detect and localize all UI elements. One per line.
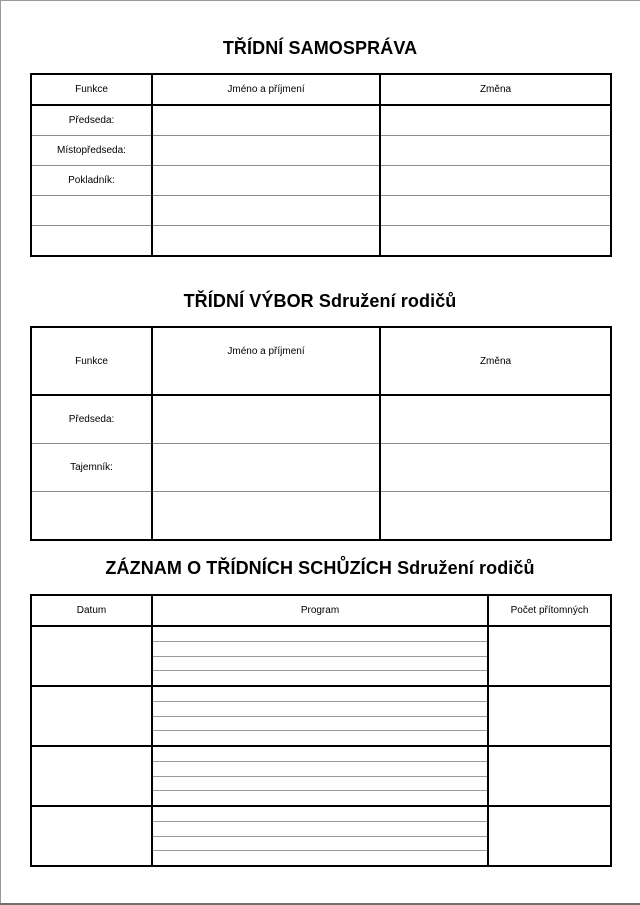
- name-cell[interactable]: [152, 166, 380, 196]
- section-title-class-council: TŘÍDNÍ SAMOSPRÁVA: [222, 38, 418, 58]
- role-label[interactable]: [31, 226, 152, 257]
- date-cell[interactable]: [31, 806, 152, 866]
- name-cell[interactable]: [152, 492, 380, 541]
- program-cell[interactable]: [152, 746, 488, 806]
- column-header-function: Funkce: [31, 74, 152, 105]
- name-cell[interactable]: [152, 196, 380, 226]
- column-header-name: Jméno a příjmení: [152, 327, 380, 395]
- column-header-change: Změna: [380, 74, 611, 105]
- program-lines: [153, 747, 487, 805]
- attendance-cell[interactable]: [488, 806, 611, 866]
- program-lines: [153, 807, 487, 865]
- meetings-record-table: [30, 594, 612, 867]
- change-cell[interactable]: [380, 105, 611, 136]
- change-cell[interactable]: [380, 136, 611, 166]
- section-title-parents-committee: TŘÍDNÍ VÝBOR Sdružení rodičů: [183, 291, 457, 311]
- table-header-row: [31, 74, 611, 105]
- program-cell[interactable]: [152, 686, 488, 746]
- class-council-table: [30, 73, 612, 257]
- column-header-function: Funkce: [31, 327, 152, 395]
- table-row: [31, 196, 611, 226]
- name-cell[interactable]: [152, 226, 380, 257]
- name-cell[interactable]: [152, 444, 380, 492]
- column-header-change: Změna: [380, 327, 611, 395]
- table-row: [31, 806, 611, 866]
- program-lines: [153, 687, 487, 745]
- attendance-cell[interactable]: [488, 626, 611, 686]
- page-border-top: [0, 0, 640, 1]
- change-cell[interactable]: [380, 395, 611, 444]
- table-row: [31, 492, 611, 541]
- change-cell[interactable]: [380, 444, 611, 492]
- parents-committee-table: [30, 326, 612, 541]
- table-row: [31, 686, 611, 746]
- change-cell[interactable]: [380, 492, 611, 541]
- table-row: [31, 136, 611, 166]
- table-row: [31, 395, 611, 444]
- table-row: [31, 105, 611, 136]
- role-label: Předseda:: [31, 395, 152, 444]
- role-label[interactable]: [31, 492, 152, 541]
- role-label: Tajemník:: [31, 444, 152, 492]
- date-cell[interactable]: [31, 686, 152, 746]
- role-label: Předseda:: [31, 105, 152, 136]
- table-header-row: [31, 327, 611, 395]
- attendance-cell[interactable]: [488, 686, 611, 746]
- table-row: [31, 444, 611, 492]
- name-cell[interactable]: [152, 395, 380, 444]
- name-cell[interactable]: [152, 105, 380, 136]
- change-cell[interactable]: [380, 226, 611, 257]
- table-header-row: [31, 595, 611, 626]
- table-row: [31, 626, 611, 686]
- role-label: Místopředseda:: [31, 136, 152, 166]
- table-row: [31, 746, 611, 806]
- program-cell[interactable]: [152, 806, 488, 866]
- column-header-name: Jméno a příjmení: [152, 74, 380, 105]
- role-label[interactable]: [31, 196, 152, 226]
- column-header-attendance: Počet přítomných: [488, 595, 611, 626]
- table-row: [31, 226, 611, 257]
- page-border-left: [0, 0, 1, 905]
- name-cell[interactable]: [152, 136, 380, 166]
- column-header-date: Datum: [31, 595, 152, 626]
- date-cell[interactable]: [31, 746, 152, 806]
- table-row: [31, 166, 611, 196]
- date-cell[interactable]: [31, 626, 152, 686]
- attendance-cell[interactable]: [488, 746, 611, 806]
- section-title-meetings-record: ZÁZNAM O TŘÍDNÍCH SCHŮZÍCH Sdružení rodičů: [105, 558, 535, 578]
- program-lines: [153, 627, 487, 685]
- role-label: Pokladník:: [31, 166, 152, 196]
- change-cell[interactable]: [380, 166, 611, 196]
- change-cell[interactable]: [380, 196, 611, 226]
- column-header-program: Program: [152, 595, 488, 626]
- program-cell[interactable]: [152, 626, 488, 686]
